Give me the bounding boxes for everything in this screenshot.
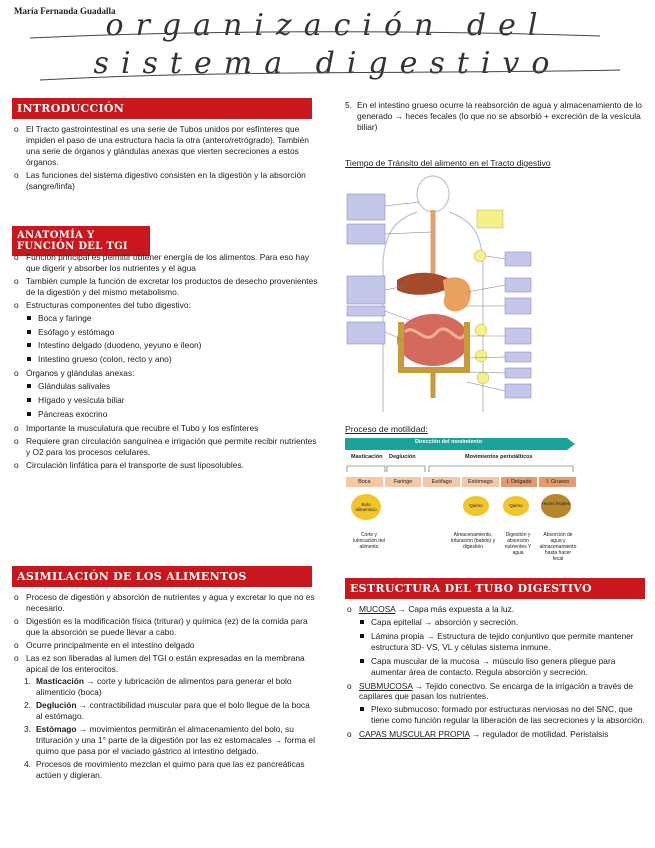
anatomia-heading: ANATOMÍA Y FUNCIÓN DEL TGI <box>12 226 150 256</box>
digestive-tract-figure <box>345 172 535 416</box>
intro-heading: INTRODUCCIÓN <box>12 98 312 119</box>
asimilacion-step: 3. Estómago → movimientos permitirán el almacenamiento del bolo, su trituración y una 1° parte de la digestión por las ez estomacales → forma el quimo que pasa por el vaciado gástrico al intestino delgado. <box>24 724 315 756</box>
estructura-item: Esófago y estómago <box>24 327 318 338</box>
organos-label: o Órganos y glándulas anexas: <box>12 368 318 379</box>
segment-boca: Boca <box>345 476 384 488</box>
segment-i-delgado: I. Delgado <box>500 476 539 488</box>
caption: Absorción de agua y almacenamiento hasta hacer fecal <box>539 532 577 562</box>
intro-section <box>12 124 318 194</box>
asimilacion-step: 1. Masticación → corte y lubricación de alimentos para generar el bolo alimenticio (boca) <box>24 676 292 698</box>
estructura-item: Boca y faringe <box>24 313 318 324</box>
motility-figure <box>345 436 577 580</box>
submucosa-item: o SUBMUCOSA → Tejido conectivo. Se encarga de la irrigación a través de capilares que pasan los nutrientes. <box>345 681 645 703</box>
intro-item: o Las funciones del sistema digestivo consisten en la digestión y la absorción (sangre/linfa) <box>12 170 318 192</box>
asimilacion-step: 4. Procesos de movimiento mezclan el quimo para que las ez pancreáticas actúen y digieran. <box>24 758 305 780</box>
motilidad-figure-title: Proceso de motilidad: <box>345 424 428 434</box>
organo-item: Páncreas exocrino <box>24 409 318 420</box>
intestino-grueso-note: 5. En el intestino grueso ocurre la reabsorción de agua y almacenamiento de lo generado → heces fecales (lo que no se absorbió + excreción de la vesícula biliar) <box>345 100 642 132</box>
estructura-item: Intestino grueso (colon, recto y ano) <box>24 354 318 365</box>
mucosa-item: o MUCOSA → Capa más expuesta a la luz. <box>345 604 645 615</box>
caption: Corte y lubricación del alimento <box>353 532 385 550</box>
ball-quimo: Quimo <box>463 496 489 516</box>
page-title-line1: organización del <box>105 8 550 43</box>
asimilacion-heading: ASIMILACIÓN DE LOS ALIMENTOS <box>12 566 312 587</box>
organo-item: Hígado y vesícula biliar <box>24 395 318 406</box>
segment-esofago: Esófago <box>422 476 461 488</box>
estructura-section <box>345 604 645 742</box>
mucosa-sub: Capa epitelial → absorción y secreción. <box>357 617 645 628</box>
phase-label: Masticación <box>351 454 383 460</box>
asimilacion-item: o Ocurre principalmente en el intestino delgado <box>12 640 318 651</box>
page-title-line2: sistema digestivo <box>93 46 562 81</box>
segment-faringe: Faringe <box>384 476 423 488</box>
asimilacion-item: o Las ez son liberadas al lumen del TGI o están expresadas en la membrana apical de los enterocitos. <box>12 653 318 675</box>
motility-direction-label: Dirección del movimiento <box>415 439 482 445</box>
anatomia-item: o Función principal es permitir obtener energía de los alimentos. Para eso hay que digerir y absorber los nutrientes y el agua <box>12 252 318 274</box>
caption: Almacenamiento, trituración (batido) y digestión <box>450 532 496 550</box>
ball-quimo: Quimo <box>503 496 529 516</box>
segment-estomago: Estómago <box>461 476 500 488</box>
title-swash-decoration <box>0 0 655 90</box>
estructura-heading: ESTRUCTURA DEL TUBO DIGESTIVO <box>345 578 645 599</box>
anatomia-item: o También cumple la función de excretar los productos de desecho provenientes de la digestión y del mismo metabolismo. <box>12 276 318 298</box>
asimilacion-item: o Proceso de digestión y absorción de nutrientes y agua y excretar lo que no es necesario. <box>12 592 318 614</box>
caption: Digestión y absorción nutrientes Y agua <box>504 532 532 556</box>
segment-bar <box>345 476 577 488</box>
organo-item: Glándulas salivales <box>24 381 318 392</box>
transito-figure-title: Tiempo de Tránsito del alimento en el Tracto digestivo <box>345 158 551 168</box>
intro-item: o El Tracto gastrointestinal es una serie de Tubos unidos por esfínteres que impiden el paso de una estructura hacia la otra (antero/retrógrado). También una serie de órganos y glándulas anexas que vierten secreciones a estos órganos. <box>12 124 318 168</box>
author-name: María Fernanda Guadalla <box>14 6 116 16</box>
phase-label: Movimientos peristálticos <box>465 454 533 460</box>
ball-bolo: Bolo alimenticio <box>351 494 381 520</box>
anatomia-section <box>12 252 318 473</box>
phase-label: Deglución <box>389 454 416 460</box>
anatomia-item: o Estructuras componentes del tubo digestivo: <box>12 300 318 311</box>
asimilacion-item: o Digestión es la modificación física (triturar) y química (ez) de la comida para que la absorción se puede llevar a cabo. <box>12 616 318 638</box>
anatomia-extra: o Requiere gran circulación sanguínea e irrigación que permite recibir nutrientes y O2 para los procesos celulares. <box>12 436 318 458</box>
capas-item: o CAPAS MUSCULAR PROPIA → regulador de motilidad. Peristalsis <box>345 729 645 740</box>
ball-heces: Heces fecales <box>541 494 571 518</box>
asimilacion-step: 2. Deglución → contractibilidad muscular para que el bolo llegue de la boca al estómago. <box>24 700 310 722</box>
anatomia-extra: o Circulación linfática para el transporte de sust liposolubles. <box>12 460 318 471</box>
mucosa-sub: Lámina propia → Estructura de tejido conjuntivo que permite mantener estructura 3D- VS, VL y células sistema inmune. <box>357 631 645 653</box>
anatomia-extra: o Importante la musculatura que recubre el Tubo y los esfínteres <box>12 423 318 434</box>
submucosa-sub: Plexo submucoso: formado por estructuras nerviosas no del SNC, que tiene como función regular la liberación de las secreciones y la absorción. <box>357 704 645 726</box>
estructura-item: Intestino delgado (duodeno, yeyuno e íleon) <box>24 340 318 351</box>
mucosa-sub: Capa muscular de la mucosa → músculo liso genera pliegue para aumentar área de contacto. Regula absorción y secreción. <box>357 656 645 678</box>
asimilacion-section <box>12 592 318 783</box>
segment-i-grueso: I. Grueso <box>538 476 577 488</box>
